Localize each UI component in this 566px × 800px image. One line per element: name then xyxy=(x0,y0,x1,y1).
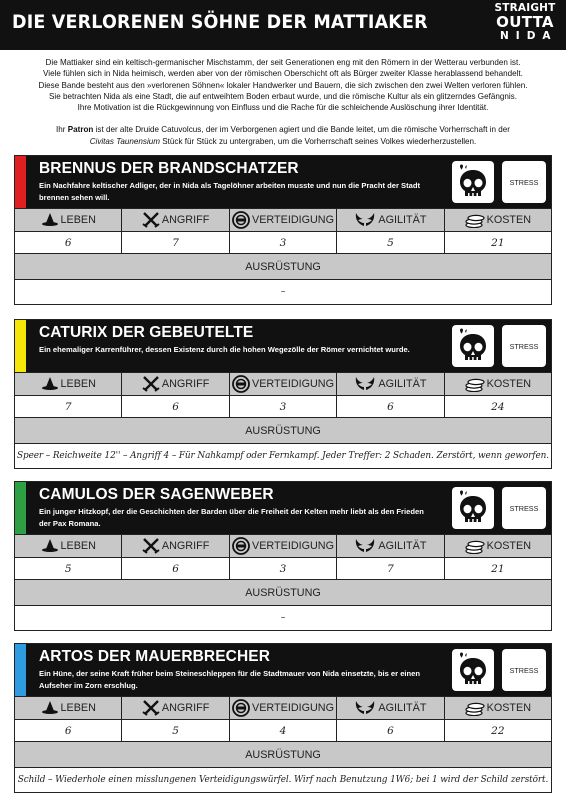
skull-icon[interactable] xyxy=(452,649,494,691)
stat-header-leben: LEBEN xyxy=(15,373,122,395)
stat-value-kosten: 24 xyxy=(491,400,505,413)
character-card xyxy=(14,643,552,793)
crossed-swords-icon xyxy=(142,538,160,554)
stat-value-agilitaet: 7 xyxy=(337,558,444,579)
intro-text xyxy=(16,57,550,147)
shield-icon xyxy=(232,537,250,555)
character-description: Ein junger Hitzkopf, der die Geschichten der Barden über die Freiheit der Kelten mehr liebt als den Frieden der Pax Romana. xyxy=(39,507,424,529)
intro-line: Ihre Motivation ist die Rückgewinnung von Einfluss und die Rache für die schleichende Auslöschung ihrer Identität. xyxy=(77,103,489,113)
character-card xyxy=(14,319,552,469)
stat-header-leben: LEBEN xyxy=(15,209,122,231)
stat-value-kosten: 22 xyxy=(491,724,505,737)
stat-value-agilitaet: 6 xyxy=(337,396,444,417)
stat-value-verteidigung: 3 xyxy=(230,232,337,253)
stat-value-verteidigung: 3 xyxy=(230,558,337,579)
intro-line: Die Mattiaker sind ein keltisch-germanischer Mischstamm, der seit Generationen eng mit den Römern in der Wetterau verbunden ist. xyxy=(45,58,521,67)
character-card xyxy=(14,155,552,305)
stat-header-agilitaet: AGILITÄT xyxy=(337,373,444,395)
character-header xyxy=(15,156,551,208)
wings-icon xyxy=(354,212,376,228)
stat-header-verteidigung: VERTEIDIGUNG xyxy=(230,209,337,231)
wings-icon xyxy=(354,376,376,392)
crossed-swords-icon xyxy=(142,376,160,392)
character-header xyxy=(15,482,551,534)
equipment-value: Speer – Reichweite 12'' – Angriff 4 – Für Nahkampf oder Fernkampf. Jeder Treffer: 2 Schaden. Zerstört, wenn geworfen. xyxy=(17,451,549,461)
stat-value-leben: 6 xyxy=(15,720,122,741)
stat-header-angriff: ANGRIFF xyxy=(122,373,229,395)
stats-header-row xyxy=(15,534,551,558)
wings-icon xyxy=(354,700,376,716)
shield-icon xyxy=(232,375,250,393)
stat-value-angriff: 6 xyxy=(122,558,229,579)
stat-value-agilitaet: 5 xyxy=(337,232,444,253)
straight-outta-nida-logo: STRAIGHT OUTTA NIDA xyxy=(494,2,558,42)
stat-header-verteidigung: VERTEIDIGUNG xyxy=(230,373,337,395)
stat-header-agilitaet: AGILITÄT xyxy=(337,209,444,231)
character-description: Ein ehemaliger Karrenführer, dessen Existenz durch die hohen Wegezölle der Römer vernichtet wurde. xyxy=(39,345,410,354)
stat-header-angriff: ANGRIFF xyxy=(122,697,229,719)
equipment-value: – xyxy=(280,287,286,297)
stress-box[interactable] xyxy=(502,161,546,203)
stat-header-kosten: KOSTEN xyxy=(445,209,551,231)
faction-color-stripe xyxy=(15,644,26,696)
stat-header-angriff: ANGRIFF xyxy=(122,535,229,557)
skull-icon[interactable] xyxy=(452,325,494,367)
stats-value-row xyxy=(15,558,551,580)
character-header xyxy=(15,320,551,372)
stat-value-angriff: 5 xyxy=(122,720,229,741)
stat-header-kosten: KOSTEN xyxy=(445,535,551,557)
stats-value-row xyxy=(15,396,551,418)
stats-header-row xyxy=(15,208,551,232)
stress-box[interactable] xyxy=(502,649,546,691)
stress-label: STRESS xyxy=(509,341,539,351)
equipment-header: AUSRÜSTUNG xyxy=(15,418,551,444)
intro-line: Viele fühlen sich in Nida heimisch, werden aber von der römischen Oberschicht oft als Bürger zweiter Klasse herablassend behandelt. xyxy=(43,69,523,79)
stat-header-verteidigung: VERTEIDIGUNG xyxy=(230,535,337,557)
witch-hat-icon xyxy=(41,539,59,553)
equipment-value: Schild – Wiederhole einen misslungenen Verteidigungswürfel. Wirf nach Benutzung 1W6; bei 1 wird der Schild zerstört. xyxy=(17,775,549,785)
stats-value-row xyxy=(15,720,551,742)
intro-line: Sie betrachten Nida als eine Stadt, die auf entweihtem Boden erbaut wurde, und die römische Kultur als ein glitzerndes Gefängnis. xyxy=(49,91,517,101)
stats-header-row xyxy=(15,372,551,396)
character-description: Ein Hüne, der seine Kraft früher beim Steineschleppen für die Stadtmauer von Nida einsetzte, bis er einen Aufseher im Zorn erschlug. xyxy=(39,669,421,691)
coins-icon xyxy=(465,377,485,392)
stat-header-verteidigung: VERTEIDIGUNG xyxy=(230,697,337,719)
character-name: ARTOS DER MAUERBRECHER xyxy=(39,648,270,665)
stats-header-row xyxy=(15,696,551,720)
coins-icon xyxy=(465,539,485,554)
skull-icon[interactable] xyxy=(452,487,494,529)
crossed-swords-icon xyxy=(142,700,160,716)
equipment-header: AUSRÜSTUNG xyxy=(15,580,551,606)
character-card xyxy=(14,481,552,631)
stat-value-verteidigung: 3 xyxy=(230,396,337,417)
stat-value-kosten: 21 xyxy=(491,562,505,575)
stress-label: STRESS xyxy=(509,503,539,513)
witch-hat-icon xyxy=(41,701,59,715)
stat-header-agilitaet: AGILITÄT xyxy=(337,697,444,719)
civitas-name: Civitas Taunensium xyxy=(89,136,161,146)
stress-label: STRESS xyxy=(509,665,539,675)
stress-box[interactable] xyxy=(502,487,546,529)
page-header xyxy=(0,0,566,50)
character-name: BRENNUS DER BRANDSCHATZER xyxy=(39,160,299,177)
stat-header-leben: LEBEN xyxy=(15,697,122,719)
coins-icon xyxy=(465,701,485,716)
shield-icon xyxy=(232,211,250,229)
stress-label: STRESS xyxy=(509,177,539,187)
shield-icon xyxy=(232,699,250,717)
coins-icon xyxy=(465,213,485,228)
equipment-value: – xyxy=(280,613,286,623)
stat-header-kosten: KOSTEN xyxy=(445,697,551,719)
patron-paragraph: Ihr Patron ist der alte Druide Catuvolcus, der im Verborgenen agiert und die Bande leitet, um die römische Vorherrschaft in der Civitas Taunensium Stück für Stück zu untergraben, um die Vorherrschaft seines Volkes wiederherzustellen. xyxy=(56,125,510,146)
stat-header-angriff: ANGRIFF xyxy=(122,209,229,231)
patron-label: Patron xyxy=(67,125,94,135)
stat-value-verteidigung: 4 xyxy=(230,720,337,741)
stats-value-row xyxy=(15,232,551,254)
faction-color-stripe xyxy=(15,320,26,372)
faction-color-stripe xyxy=(15,482,26,534)
stat-value-leben: 7 xyxy=(15,396,122,417)
witch-hat-icon xyxy=(41,377,59,391)
witch-hat-icon xyxy=(41,213,59,227)
page-title: DIE VERLORENEN SÖHNE DER MATTIAKER xyxy=(12,11,428,33)
stat-header-kosten: KOSTEN xyxy=(445,373,551,395)
stat-value-angriff: 6 xyxy=(122,396,229,417)
equipment-header: AUSRÜSTUNG xyxy=(15,254,551,280)
stress-box[interactable] xyxy=(502,325,546,367)
character-header xyxy=(15,644,551,696)
stat-value-agilitaet: 6 xyxy=(337,720,444,741)
character-description: Ein Nachfahre keltischer Adliger, der in Nida als Tagelöhner arbeiten musste und nun die Pracht der Stadt brennen sehen will. xyxy=(39,181,421,203)
stat-value-leben: 6 xyxy=(15,232,122,253)
stat-value-kosten: 21 xyxy=(491,236,505,249)
stat-header-agilitaet: AGILITÄT xyxy=(337,535,444,557)
equipment-header: AUSRÜSTUNG xyxy=(15,742,551,768)
wings-icon xyxy=(354,538,376,554)
character-name: CATURIX DER GEBEUTELTE xyxy=(39,324,254,341)
stat-header-leben: LEBEN xyxy=(15,535,122,557)
character-name: CAMULOS DER SAGENWEBER xyxy=(39,486,274,503)
stat-value-leben: 5 xyxy=(15,558,122,579)
skull-icon[interactable] xyxy=(452,161,494,203)
intro-line: Diese Bande besteht aus den »verlorenen Söhnen« lokaler Handwerker und Bauern, die sich zwischen den zwei Welten verloren fühlen. xyxy=(38,80,528,90)
stat-value-angriff: 7 xyxy=(122,232,229,253)
faction-color-stripe xyxy=(15,156,26,208)
crossed-swords-icon xyxy=(142,212,160,228)
